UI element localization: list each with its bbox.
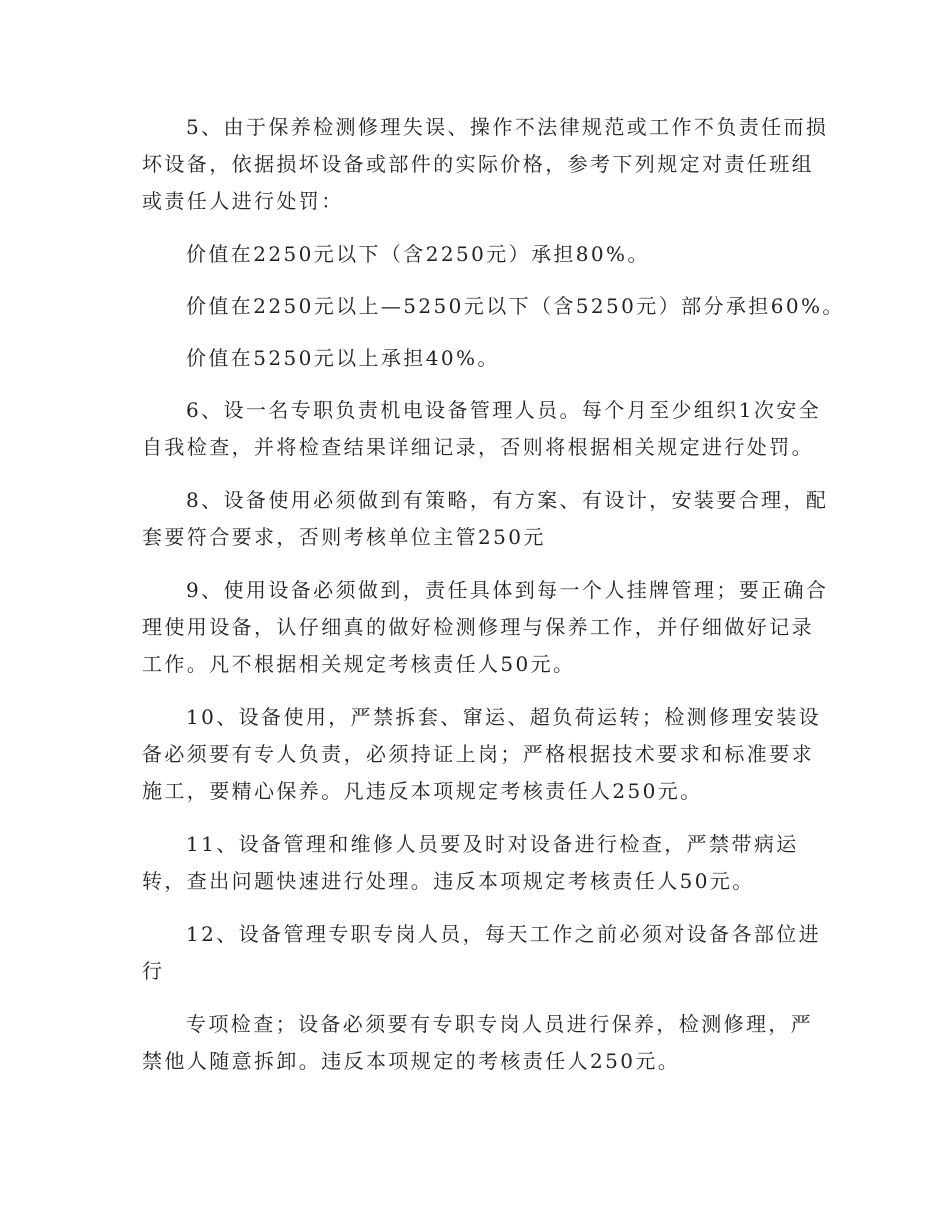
paragraph-9-line-1: 9、使用设备必须做到，责任具体到每一个人挂牌管理；要正确合: [186, 578, 829, 602]
paragraph-10-line-1: 10、设备使用，严禁拆套、窜运、超负荷运转；检测修理安装设: [186, 705, 822, 729]
paragraph-9-line-3: 工作。凡不根据相关规定考核责任人50元。: [142, 652, 576, 676]
price-tier-3: 价值在5250元以上承担40%。: [186, 346, 500, 370]
paragraph-6-line-1: 6、设一名专职负责机电设备管理人员。每个月至少组织1次安全: [186, 398, 822, 422]
paragraph-5-line-3: 或责任人进行处罚：: [142, 189, 344, 213]
paragraph-5-line-2: 坏设备，依据损坏设备或部件的实际价格，参考下列规定对责任班组: [142, 152, 814, 176]
paragraph-8-line-1: 8、设备使用必须做到有策略，有方案、有设计，安装要合理，配: [186, 488, 829, 512]
paragraph-8-line-2: 套要符合要求，否则考核单位主管250元: [142, 525, 546, 549]
price-tier-2: 价值在2250元以上—5250元以下（含5250元）部分承担60%。: [186, 294, 845, 318]
paragraph-12-line-1: 12、设备管理专职专岗人员，每天工作之前必须对设备各部位进: [186, 922, 822, 946]
paragraph-11-line-2: 转，查出问题快速进行处理。违反本项规定考核责任人50元。: [142, 869, 755, 893]
price-tier-1: 价值在2250元以下（含2250元）承担80%。: [186, 242, 650, 266]
paragraph-12-cont-line-1: 专项检查；设备必须要有专职专岗人员进行保养，检测修理，严: [186, 1012, 814, 1036]
paragraph-9-line-2: 理使用设备，认仔细真的做好检测修理与保养工作，并仔细做好记录: [142, 615, 814, 639]
paragraph-6-line-2: 自我检查，并将检查结果详细记录，否则将根据相关规定进行处罚。: [142, 435, 814, 459]
paragraph-10-line-3: 施工，要精心保养。凡违反本项规定考核责任人250元。: [142, 779, 703, 803]
paragraph-12-line-2: 行: [142, 959, 165, 983]
paragraph-12-cont-line-2: 禁他人随意拆卸。违反本项规定的考核责任人250元。: [142, 1049, 681, 1073]
paragraph-5-line-1: 5、由于保养检测修理失误、操作不法律规范或工作不负责任而损: [186, 115, 829, 139]
paragraph-11-line-1: 11、设备管理和维修人员要及时对设备进行检查，严禁带病运: [186, 832, 799, 856]
paragraph-10-line-2: 备必须要有专人负责，必须持证上岗；严格根据技术要求和标准要求: [142, 742, 814, 766]
